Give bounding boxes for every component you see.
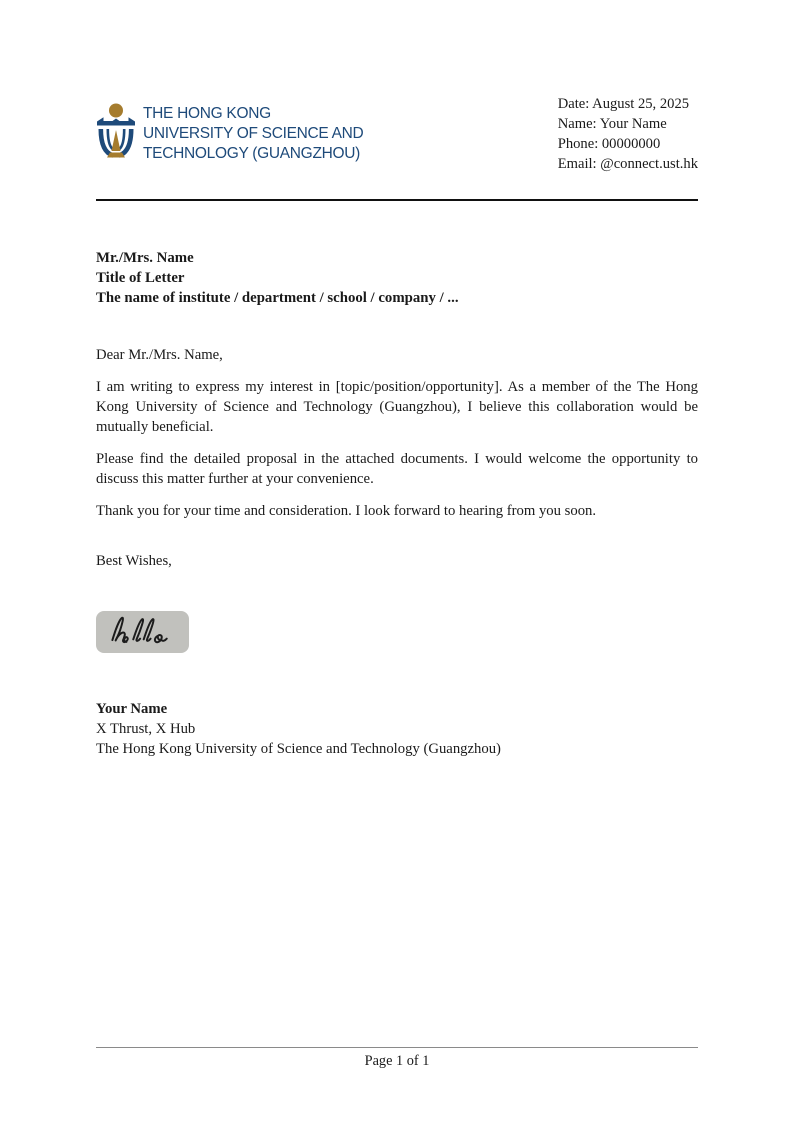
hkust-sundial-emblem-icon (96, 102, 136, 168)
page-number: Page 1 of 1 (364, 1053, 430, 1069)
sender-block (96, 699, 698, 759)
university-name-line3: TECHNOLOGY (GUANGZHOU) (143, 145, 361, 162)
body-paragraph-2: Please find the detailed proposal in the attached documents. I would welcome the opportunity to discuss this matter further at your convenience. (96, 451, 698, 487)
body-paragraph-1: I am writing to express my interest in [topic/position/opportunity]. As a member of the The Hong Kong University of Science and Technology (Guangzhou), I believe this collaboration would be mutually beneficial. (96, 379, 698, 435)
recipient-name: Mr./Mrs. Name (96, 250, 194, 266)
page-footer (96, 1047, 698, 1070)
recipient-institute: The name of institute / department / school / company / ... (96, 290, 459, 306)
letter-content (96, 94, 698, 759)
salutation: Dear Mr./Mrs. Name, (96, 347, 223, 363)
sender-affiliation: X Thrust, X Hub (96, 721, 196, 737)
contact-name-line: Name: Your Name (557, 116, 667, 132)
signature-image (96, 611, 189, 653)
footer-rule (96, 1047, 698, 1048)
sender-organization: The Hong Kong University of Science and Technology (Guangzhou) (96, 741, 501, 757)
body-paragraph-3: Thank you for your time and consideration. I look forward to hearing from you soon. (96, 503, 597, 519)
contact-phone-line: Phone: 00000000 (557, 136, 661, 152)
university-name-line2: UNIVERSITY OF SCIENCE AND (143, 125, 364, 142)
university-name-line1: THE HONG KONG (143, 105, 271, 122)
handwritten-signature-icon (105, 612, 181, 653)
sender-name: Your Name (96, 701, 168, 717)
contact-date-line: Date: August 25, 2025 (557, 96, 690, 112)
university-name (143, 104, 363, 164)
letter-title: Title of Letter (96, 270, 185, 286)
recipient-block (96, 248, 698, 308)
letterhead (96, 94, 698, 172)
header-rule (96, 199, 698, 201)
closing-line: Best Wishes, (96, 553, 172, 569)
contact-email-line: Email: @connect.ust.hk (557, 156, 698, 172)
university-logo (96, 102, 363, 168)
contact-block (558, 94, 698, 174)
